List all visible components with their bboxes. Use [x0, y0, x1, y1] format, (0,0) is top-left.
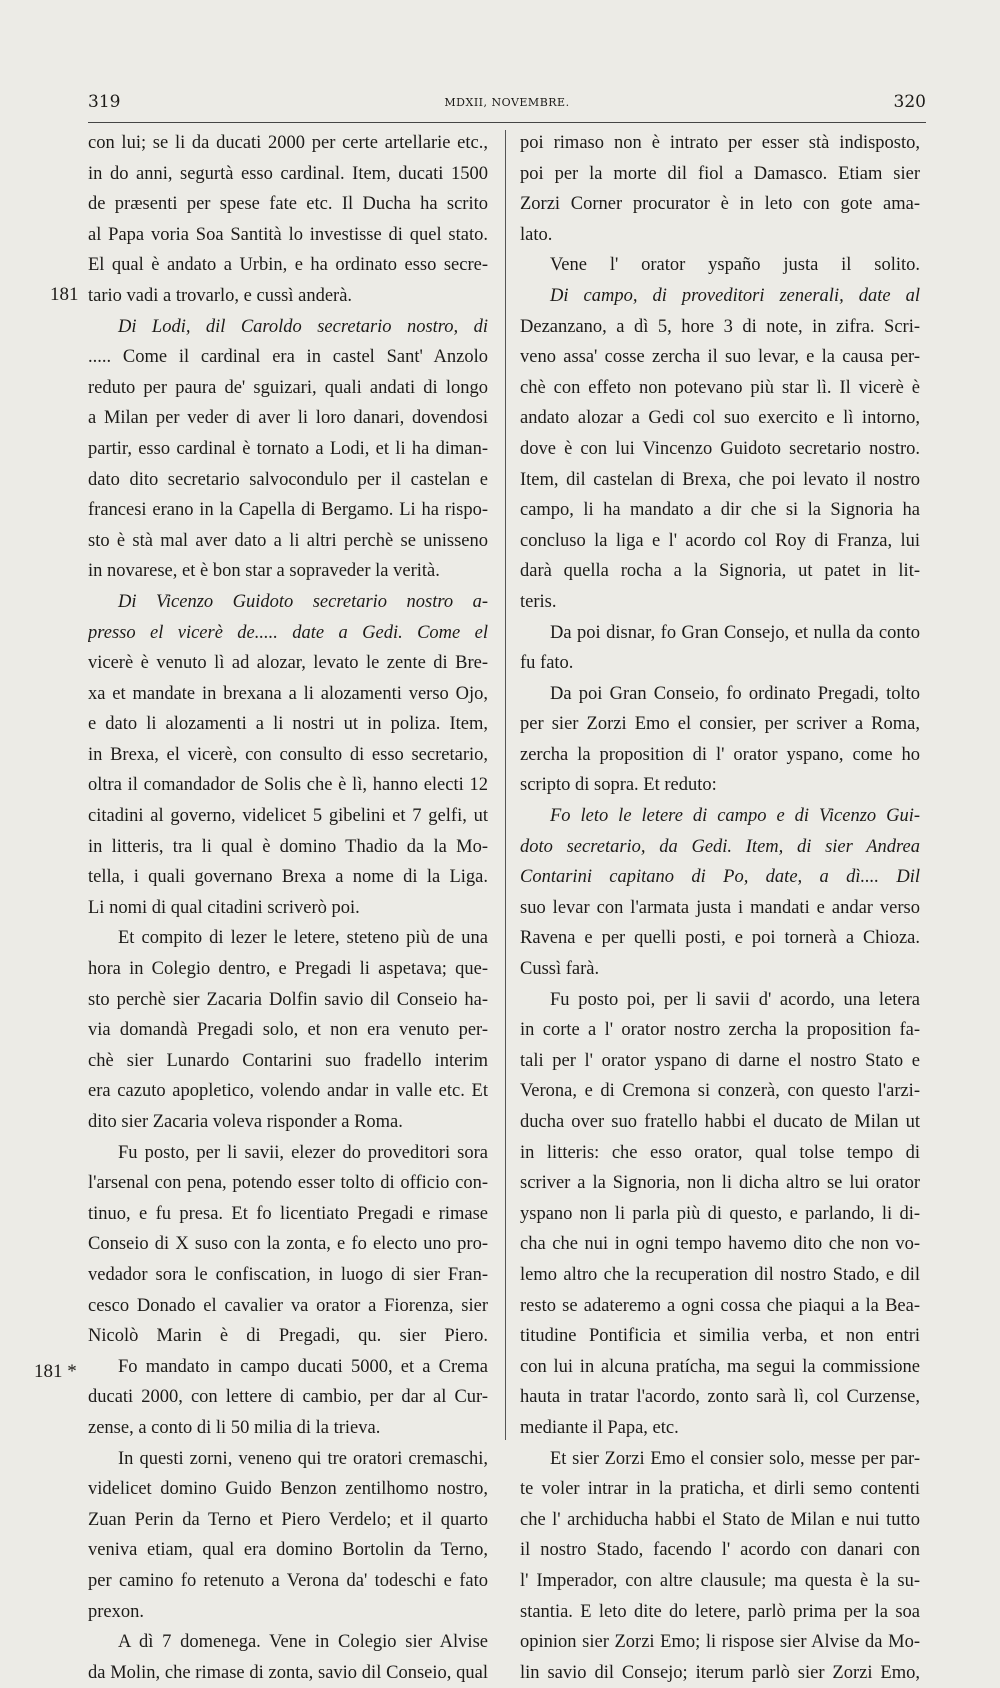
left-column-line: oltra il comandador de Solis che è lì, hanno electi 12: [88, 775, 488, 796]
right-column-line: fu fato.: [520, 653, 574, 674]
right-column-line: poi per la morte dil fiol a Damasco. Etiam sier: [520, 163, 920, 184]
left-column-line: tella, i quali governano Brexa a nome di la Liga.: [88, 867, 488, 888]
left-column-line: xa et mandate in brexana a li alozamenti verso Ojo,: [88, 683, 488, 704]
left-column-line: El qual è andato a Urbin, e ha ordinato esso secre-: [88, 255, 488, 276]
right-column-line: scriver a la Signoria, non li dicha altro se lui orator: [520, 1173, 920, 1194]
margin-folio-181-verso: 181 *: [34, 1361, 77, 1382]
left-column-line: Zuan Perin da Terno et Piero Verdelo; et il quarto: [88, 1509, 488, 1530]
left-column-line: prexon.: [88, 1601, 144, 1622]
right-column-line: suo levar con l'armata justa i mandati e andar verso: [520, 897, 920, 918]
right-column-line: concluso la liga e l' acordo col Roy di Franza, lui: [520, 530, 920, 551]
left-column-line: presso el vicerè de..... date a Gedi. Come el: [88, 622, 488, 643]
left-column-line: sto è stà mal aver dato a li altri perchè se unisseno: [88, 530, 488, 551]
right-column-line: per sier Zorzi Emo el consier, per scriver a Roma,: [520, 714, 920, 735]
right-column-line: campo, li ha mandato a dir che si la Signoria ha: [520, 500, 920, 521]
right-column-line: ducha over suo fratello habbi el ducato de Milan ut: [520, 1112, 920, 1132]
right-column-line: stantia. E leto dite do letere, parlò prima per la soa: [520, 1601, 920, 1622]
left-column-line: a Milan per veder di aver li loro danari, dovendosi: [88, 408, 488, 429]
left-column-line: Di Vicenzo Guidoto secretario nostro a-: [118, 591, 488, 612]
right-column-line: Di campo, di proveditori zenerali, date al: [550, 285, 920, 306]
left-column-line: tario vadi a trovarlo, e cussì anderà.: [88, 285, 353, 306]
left-column-line: reduto per paura de' sguizari, quali andati di longo: [88, 377, 488, 398]
left-column-line: citadini al governo, videlicet 5 gibelini et 7 gelfi, ut: [88, 806, 488, 827]
left-column-line: con lui; se li da ducati 2000 per certe artellarie etc.,: [88, 133, 488, 153]
right-column-line: opinion sier Zorzi Emo; li rispose sier Alvise da Mo-: [520, 1632, 920, 1653]
right-column-line: cha che nui in ogni tempo havemo dito che non vo-: [520, 1234, 920, 1255]
left-column-line: cesco Donado el cavalier va orator a Fiorenza, sier: [88, 1295, 488, 1316]
right-column-line: Et sier Zorzi Emo el consier solo, messe per par-: [550, 1448, 920, 1469]
left-column-line: hora in Colegio dentro, e Pregadi li aspetava; que-: [88, 959, 488, 980]
right-column-line: lato.: [520, 224, 553, 245]
right-column-line: mediante il Papa, etc.: [520, 1417, 679, 1438]
column-divider: [505, 130, 506, 1440]
right-column-line: chè con effeto non potevano più star lì. Il vicerè è: [520, 377, 920, 398]
margin-folio-181: 181: [50, 284, 79, 305]
left-column-line: per camino fo retenuto a Verona da' todeschi e fato: [88, 1570, 488, 1591]
right-column-line: Ravena e per quelli posti, e poi tornerà a Chioza.: [520, 928, 920, 949]
running-head: MDXII, NOVEMBRE.: [444, 96, 570, 109]
right-column-line: Fu posto poi, per li savii d' acordo, una letera: [550, 989, 920, 1010]
left-column-line: vedador sora le confiscation, in luogo di sier Fran-: [88, 1264, 488, 1285]
right-column-line: scripto di sopra. Et reduto:: [520, 775, 717, 796]
right-column-line: zercha la proposition di l' orator yspano, come ho: [520, 744, 920, 765]
right-page-number: 320: [893, 92, 926, 112]
right-column-line: hauta in tratar l'acordo, zonto sarà lì, col Curzense,: [520, 1387, 920, 1408]
left-column-line: vicerè è venuto lì ad alozar, levato le zente di Bre-: [88, 653, 488, 674]
right-column-line: poi rimaso non è intrato per esser stà indisposto,: [520, 133, 920, 153]
right-column-line: in corte a l' orator nostro zercha la proposition fa-: [520, 1020, 920, 1041]
left-column-line: in Brexa, el vicerè, con consulto di esso secretario,: [88, 744, 488, 765]
left-column-line: Conseio di X suso con la zonta, e fo electo uno pro-: [88, 1234, 488, 1255]
right-column-line: Fo leto le letere di campo e di Vicenzo Gui-: [550, 806, 920, 827]
right-column-line: resto se adateremo a ogni cossa che piaqui a la Bea-: [520, 1295, 920, 1316]
right-column-line: Da poi Gran Conseio, fo ordinato Pregadi, tolto: [550, 683, 920, 704]
left-column-line: francesi erano in la Capella di Bergamo. Li ha rispo-: [88, 500, 488, 521]
header-rule: [88, 122, 926, 123]
right-column-line: veno assa' cosse zercha il suo levar, e la causa per-: [520, 347, 920, 368]
left-column-line: in litteris, tra li qual è domino Thadio da la Mo-: [88, 836, 488, 857]
left-column-line: in do anni, segurtà esso cardinal. Item, ducati 1500: [88, 163, 488, 184]
left-column-line: partir, esso cardinal è tornato a Lodi, et li ha diman-: [88, 438, 488, 459]
right-column-line: che l' archiducha habbi el Stato de Milan e nui tutto: [520, 1509, 920, 1530]
right-column-line: te voler intrar in la praticha, et dirli semo contenti: [520, 1479, 920, 1500]
right-column-line: doto secretario, da Gedi. Item, di sier Andrea: [520, 836, 920, 857]
right-column-line: Dezanzano, a dì 5, hore 3 di note, in zifra. Scri-: [520, 316, 920, 337]
right-column-line: in litteris: che esso orator, qual tolse tempo di: [520, 1142, 920, 1163]
right-column: [520, 128, 920, 1688]
right-column-line: tali per l' orator yspano di darne el nostro Stato e: [520, 1050, 920, 1071]
left-column-line: veniva etiam, qual era domino Bortolin da Terno,: [88, 1540, 488, 1561]
left-column-line: videlicet domino Guido Benzon zentilhomo nostro,: [88, 1479, 488, 1500]
left-column-line: al Papa voria Soa Santità lo investisse di quel stato.: [88, 224, 488, 245]
left-column-line: tinuo, e fu presa. Et fo licentiato Pregadi e rimase: [88, 1203, 488, 1224]
right-column-line: l' Imperador, con altre clausule; ma questa è la su-: [520, 1570, 920, 1591]
left-column-line: da Molin, che rimase di zonta, savio dil Conseio, qual: [88, 1662, 488, 1683]
left-column-line: In questi zorni, veneno qui tre oratori cremaschi,: [118, 1448, 488, 1469]
left-column-line: Et compito di lezer le letere, steteno più de una: [118, 928, 488, 949]
left-column-line: Nicolò Marin è di Pregadi, qu. sier Piero.: [88, 1326, 488, 1347]
left-column-line: Fo mandato in campo ducati 5000, et a Crema: [118, 1356, 488, 1377]
left-column-line: ..... Come il cardinal era in castel Sant' Anzolo: [88, 347, 488, 368]
right-column-line: con lui in alcuna pratícha, ma segui la commissione: [520, 1356, 920, 1377]
left-column-line: sto perchè sier Zacaria Dolfin savio dil Conseio ha-: [88, 989, 488, 1010]
left-page-number: 319: [88, 92, 121, 112]
right-column-line: titudine Pontificia et similia verba, et non entri: [520, 1326, 920, 1347]
page-header: [88, 92, 926, 116]
right-column-line: Cussì farà.: [520, 959, 600, 980]
right-column-line: teris.: [520, 591, 557, 612]
right-column-line: il nostro Stado, facendo l' acordo con danari con: [520, 1540, 920, 1561]
right-column-line: lin savio dil Consejo; iterum parlò sier Zorzi Emo,: [520, 1662, 920, 1683]
left-column-line: dato dito secretario salvocondulo per il castelan e: [88, 469, 488, 490]
right-column-line: lemo altro che la recuperation dil nostro Stado, e dil: [520, 1264, 920, 1285]
right-column-line: Contarini capitano di Po, date, a dì.... Dil: [520, 867, 920, 888]
left-column-line: era cazuto apopletico, volendo andar in valle etc. Et: [88, 1081, 488, 1102]
right-column-line: Verona, e di Cremona si conzerà, con questo l'arzi-: [520, 1081, 920, 1102]
right-column-line: Da poi disnar, fo Gran Consejo, et nulla da conto: [550, 622, 920, 643]
left-column: [88, 128, 488, 1688]
left-column-line: Fu posto, per li savii, elezer do proveditori sora: [118, 1142, 488, 1163]
left-column-line: ducati 2000, con lettere di cambio, per dar al Cur-: [88, 1387, 488, 1408]
right-column-line: yspano non li parla più di questo, e parlando, li di-: [520, 1203, 920, 1224]
left-column-line: zense, a conto di li 50 milia di la trieva.: [88, 1417, 381, 1438]
left-column-line: e dato li alozamenti a li nostri ut in poliza. Item,: [88, 714, 488, 735]
left-column-line: A dì 7 domenega. Vene in Colegio sier Alvise: [118, 1632, 488, 1653]
left-column-line: Di Lodi, dil Caroldo secretario nostro, di: [118, 316, 488, 337]
left-column-line: in novarese, et è bon star a sopraveder la verità.: [88, 561, 440, 582]
left-column-line: via domandà Pregadi solo, et non era venuto per-: [88, 1020, 488, 1041]
left-column-line: chè sier Lunardo Contarini suo fradello interim: [88, 1050, 488, 1071]
right-column-line: darà quella rocha a la Signoria, ut patet in lit-: [520, 561, 920, 582]
left-column-line: dito sier Zacaria voleva risponder a Roma.: [88, 1112, 403, 1132]
left-column-line: de præsenti per spese fate etc. Il Ducha ha scrito: [88, 194, 488, 215]
left-column-line: l'arsenal con pena, potendo esser tolto di officio con-: [88, 1173, 488, 1194]
left-column-line: Li nomi di qual citadini scriverò poi.: [88, 897, 360, 918]
right-column-line: Zorzi Corner procurator è in leto con gote ama-: [520, 194, 920, 215]
right-column-line: Item, dil castelan di Brexa, che poi levato il nostro: [520, 469, 920, 490]
right-column-line: dove è con lui Vincenzo Guidoto secretario nostro.: [520, 438, 920, 459]
right-column-line: Vene l' orator yspaño justa il solito.: [550, 255, 920, 276]
right-column-line: andato alozar a Gedi col suo exercito e lì intorno,: [520, 408, 920, 429]
